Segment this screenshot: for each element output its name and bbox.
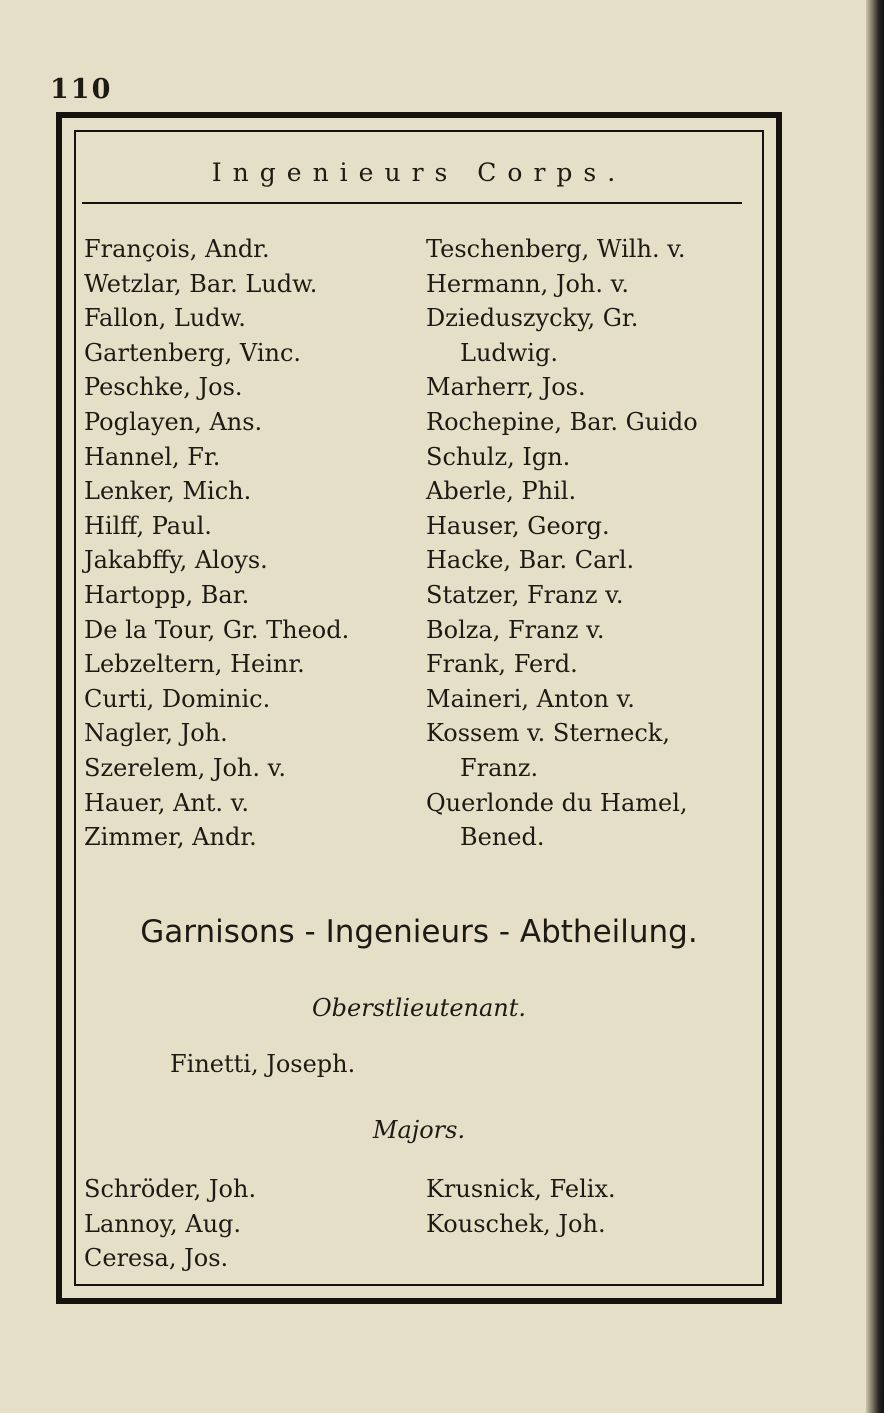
name-entry: Kossem v. Sterneck, <box>426 719 670 748</box>
majors-left-column <box>84 1172 256 1276</box>
page-frame-inner <box>74 130 764 1286</box>
name-entry: François, Andr. <box>84 235 270 263</box>
garrison-title: Garnisons - Ingenieurs - Abtheilung. <box>140 914 698 950</box>
section-title: Ingenieurs Corps. <box>211 158 627 187</box>
name-entry: Lebzeltern, Heinr. <box>84 650 305 679</box>
page-number: 110 <box>50 74 113 105</box>
left-name-column <box>84 232 349 855</box>
name-entry: Aberle, Phil. <box>426 477 577 506</box>
name-entry: Poglayen, Ans. <box>84 407 263 436</box>
name-entry: Zimmer, Andr. <box>84 823 257 852</box>
name-entry: Curti, Dominic. <box>84 684 271 713</box>
major-entry: Kouschek, Joh. <box>426 1209 606 1238</box>
name-entry: Gartenberg, Vinc. <box>84 338 302 367</box>
name-entry: De la Tour, Gr. Theod. <box>84 615 350 644</box>
lt-colonel-name: Finetti, Joseph. <box>170 1050 356 1078</box>
lt-colonel-heading: Oberstlieutenant. <box>311 994 527 1022</box>
name-entry: Bened. <box>460 823 545 852</box>
name-entry: Wetzlar, Bar. Ludw. <box>84 269 318 298</box>
name-entry: Szerelem, Joh. v. <box>84 753 286 782</box>
name-entry: Dzieduszycky, Gr. <box>426 304 639 333</box>
name-entry: Querlonde du Hamel, <box>426 788 688 817</box>
name-entry: Hannel, Fr. <box>84 442 221 471</box>
name-entry: Fallon, Ludw. <box>84 304 246 333</box>
name-entry: Hauer, Ant. v. <box>84 788 250 817</box>
right-name-column <box>426 232 698 855</box>
name-entry: Hilff, Paul. <box>84 511 212 540</box>
name-entry: Hauser, Georg. <box>426 511 610 540</box>
name-entry: Maineri, Anton v. <box>426 684 635 713</box>
name-entry: Franz. <box>460 753 539 782</box>
name-entry: Statzer, Franz v. <box>426 580 624 609</box>
name-entry: Bolza, Franz v. <box>426 615 605 644</box>
major-entry: Ceresa, Jos. <box>84 1244 229 1273</box>
majors-right-column <box>426 1172 616 1241</box>
name-entry: Ludwig. <box>460 338 558 367</box>
name-entry: Lenker, Mich. <box>84 477 252 506</box>
name-entry: Frank, Ferd. <box>426 650 578 679</box>
name-entry: Marherr, Jos. <box>426 373 586 402</box>
page-frame <box>56 112 782 1304</box>
major-entry: Krusnick, Felix. <box>426 1175 616 1203</box>
name-entry: Schulz, Ign. <box>426 442 571 471</box>
name-entry: Hartopp, Bar. <box>84 580 250 609</box>
name-entry: Rochepine, Bar. Guido <box>426 407 698 436</box>
major-entry: Lannoy, Aug. <box>84 1209 242 1238</box>
major-entry: Schröder, Joh. <box>84 1175 257 1203</box>
name-entry: Jakabffy, Aloys. <box>84 546 268 575</box>
name-entry: Nagler, Joh. <box>84 719 228 748</box>
name-entry: Hacke, Bar. Carl. <box>426 546 635 575</box>
name-entry: Hermann, Joh. v. <box>426 269 629 298</box>
page-edge <box>866 0 884 1413</box>
name-entry: Teschenberg, Wilh. v. <box>426 235 686 263</box>
majors-heading: Majors. <box>372 1116 466 1144</box>
name-entry: Peschke, Jos. <box>84 373 243 402</box>
title-rule <box>82 202 742 204</box>
